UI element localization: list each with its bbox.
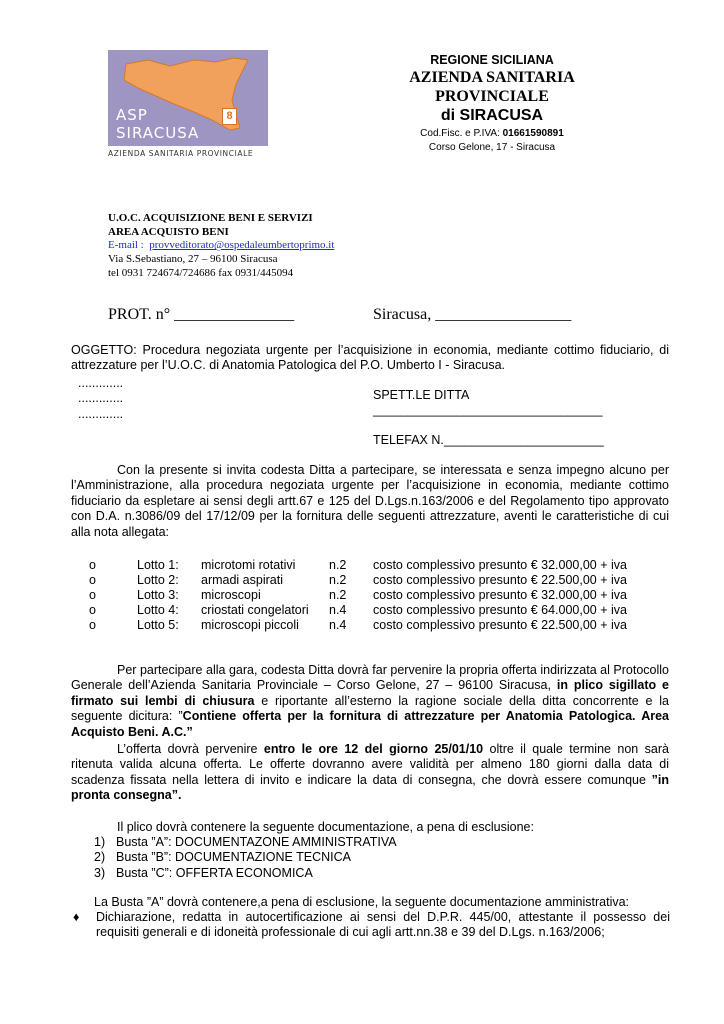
- lot-bullet-icon: o: [89, 558, 96, 572]
- paragraph-envelope-a: La Busta ”A” dovrà contenere,a pena di esclusione, la seguente documentazione amministrativa:: [94, 895, 630, 909]
- agency-city: di SIRACUSA: [440, 107, 544, 124]
- lot-cost: costo complessivo presunto € 32.000,00 + iva: [373, 558, 627, 572]
- protocol-number: PROT. n° _______________: [108, 306, 295, 323]
- envelope-num: 3): [94, 865, 106, 880]
- envelope-text: Busta ”A”: DOCUMENTAZONE AMMINISTRATIVA: [116, 835, 397, 849]
- lot-bullet-icon: o: [89, 618, 96, 632]
- place-date: Siracusa, _________________: [373, 306, 572, 323]
- lot-quantity: n.2: [329, 573, 347, 587]
- lot-number: Lotto 5:: [137, 618, 179, 632]
- lot-bullet-icon: o: [89, 573, 96, 587]
- telefax-line: TELEFAX N._______________________: [373, 433, 604, 447]
- office-email-row: [108, 239, 334, 253]
- lots-list: [71, 558, 669, 633]
- paragraph-submission: [71, 663, 669, 740]
- deadline-text-b: entro le ore 12 del giorno 25/01/10: [263, 742, 484, 756]
- paragraph-invitation: Con la presente si invita codesta Ditta a partecipare, se interessata e senza impegno alcuno per l’Amministrazione, alla procedura negoziata urgente per l’acquisizione in economia, mediante cottimo fiduciario da espletare ai sensi degli artt.67 e 125 del D.Lgs.n.163/2006 e del Regolamento tipo approvato con D.A. n.3086/09 del 17/12/09 per la fornitura delle seguenti attrezzature, aventi le caratteristiche di cui alla nota allegata:: [71, 463, 669, 539]
- paragraph-envelopes: Il plico dovrà contenere la seguente documentazione, a pena di esclusione:: [117, 820, 534, 834]
- envelope-item: [94, 835, 397, 850]
- lot-number: Lotto 1:: [137, 558, 179, 572]
- envelope-text: Busta ”B”: DOCUMENTAZIONE TECNICA: [116, 850, 351, 865]
- asp-logo: [108, 50, 268, 162]
- logo-line2: SIRACUSA: [116, 124, 200, 142]
- logo-background: [108, 50, 268, 146]
- envelope-num: 2): [94, 850, 106, 865]
- lot-item: microscopi: [201, 588, 261, 602]
- lot-item: microtomi rotativi: [201, 558, 296, 572]
- lot-quantity: n.4: [329, 603, 347, 617]
- email-label: E-mail :: [108, 239, 150, 252]
- lot-number: Lotto 3:: [137, 588, 179, 602]
- lot-cost: costo complessivo presunto € 32.000,00 + iva: [373, 588, 627, 602]
- paragraph-declaration: Dichiarazione, redatta in autocertificazione ai sensi del D.P.R. 445/00, attestante il possesso dei requisiti generali e di idoneità professionale di cui agli artt.nn.38 e 39 del D.Lgs. n.163/2006;: [96, 910, 670, 940]
- lot-number: Lotto 2:: [137, 573, 179, 587]
- dots-line: .............: [78, 376, 124, 390]
- agency-line2: PROVINCIALE: [435, 88, 549, 105]
- lot-number: Lotto 4:: [137, 603, 179, 617]
- office-name: U.O.C. ACQUISIZIONE BENI E SERVIZI: [108, 212, 313, 224]
- letterhead: [400, 53, 584, 155]
- tax-code-label: Cod.Fisc. e P.IVA:: [420, 128, 503, 139]
- lot-quantity: n.4: [329, 618, 347, 632]
- envelope-item: [94, 850, 397, 865]
- diamond-bullet-icon: ♦: [73, 910, 80, 924]
- submission-text-b: in plico sigillato e firmato sui lembi di chiusura: [71, 678, 669, 708]
- lot-cost: costo complessivo presunto € 64.000,00 + iva: [373, 603, 627, 617]
- lot-row: [71, 618, 669, 633]
- office-phones: tel 0931 724674/724686 fax 0931/445094: [108, 266, 294, 279]
- office-address: Via S.Sebastiano, 27 – 96100 Siracusa: [108, 253, 278, 266]
- email-link[interactable]: provveditorato@ospedaleumbertoprimo.it: [149, 239, 335, 252]
- lot-item: armadi aspirati: [201, 573, 283, 587]
- dots-line: .............: [78, 391, 124, 406]
- tax-code: [400, 127, 584, 141]
- lot-quantity: n.2: [329, 588, 347, 602]
- logo-subtitle: AZIENDA SANITARIA PROVINCIALE: [108, 149, 254, 158]
- deadline-text-a: L’offerta dovrà pervenire: [117, 742, 264, 756]
- envelopes-list: [94, 835, 397, 881]
- agency-address: Corso Gelone, 17 - Siracusa: [428, 142, 556, 153]
- office-block: [108, 212, 334, 281]
- envelope-item: [94, 866, 397, 881]
- lot-cost: costo complessivo presunto € 22.500,00 + iva: [373, 573, 627, 587]
- region-name: REGIONE SICILIANA: [430, 53, 554, 67]
- deadline-text-c: oltre il quale termine non sarà ritenuta valida alcuna offerta. Le offerte dovranno avere validità per almeno 180 giorni dalla data di scadenza fissata nella lettera di invito e indicare la data di consegna, che dovrà essere comunque: [71, 742, 669, 787]
- tax-code-value: 01661590891: [502, 128, 564, 139]
- lot-cost: costo complessivo presunto € 22.500,00 + iva: [373, 618, 627, 632]
- lot-bullet-icon: o: [89, 588, 96, 602]
- submission-text-d: Contiene offerta per la fornitura di attrezzature per Anatomia Patologica. Area Acquisto Beni. A.C.”: [71, 709, 670, 739]
- lot-row: [71, 573, 669, 588]
- envelope-num: 1): [94, 835, 106, 849]
- subject: OGGETTO: Procedura negoziata urgente per l’acquisizione in economia, mediante cottimo fiduciario, di attrezzature per l’U.O.C. di Anatomia Patologica del P.O. Umberto I - Siracusa.: [71, 343, 669, 373]
- paragraph-deadline: [71, 742, 669, 804]
- lot-row: [71, 603, 669, 618]
- submission-text-c: e riportante all’esterno la ragione sociale della ditta concorrente e la seguente dicitura: ”: [71, 693, 669, 724]
- submission-text-a: Per partecipare alla gara, codesta Ditta dovrà far pervenire la propria offerta indirizzata al Protocollo Generale dell’Azienda Sanitaria Provinciale – Corso Gelone, 27 – 96100 Siracusa,: [71, 663, 669, 693]
- office-area: AREA ACQUISTO BENI: [108, 225, 229, 238]
- lot-quantity: n.2: [329, 558, 347, 572]
- lot-bullet-icon: o: [89, 603, 96, 617]
- lot-row: [71, 558, 669, 573]
- lot-item: criostati congelatori: [201, 603, 309, 617]
- dots-line: .............: [78, 406, 124, 421]
- lot-item: microscopi piccoli: [201, 618, 299, 632]
- recipient-label: SPETT.LE DITTA: [373, 388, 470, 402]
- logo-line1: ASP: [116, 106, 148, 124]
- agency-line1: AZIENDA SANITARIA: [409, 69, 575, 86]
- logo-number: 8: [222, 108, 237, 125]
- recipient-line: _________________________________: [373, 403, 603, 417]
- deadline-text-d: ”in pronta consegna”.: [71, 772, 669, 803]
- recipient-placeholders: [78, 376, 123, 422]
- lot-row: [71, 588, 669, 603]
- envelope-text: Busta ”C”: OFFERTA ECONOMICA: [116, 865, 313, 880]
